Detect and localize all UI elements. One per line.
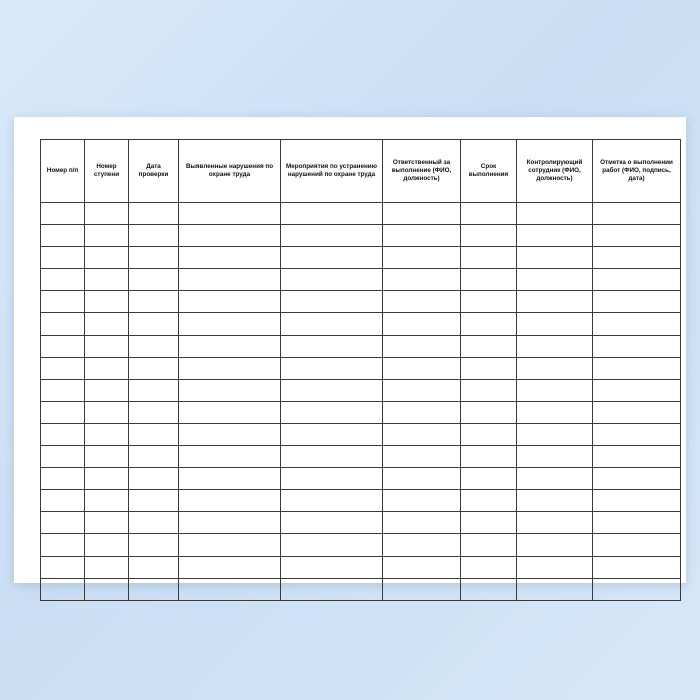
table-row: [41, 291, 681, 313]
column-header-measures: Мероприятия по устранению нарушений по охране труда: [281, 140, 383, 203]
table-cell[interactable]: [517, 291, 593, 313]
table-cell[interactable]: [41, 490, 85, 512]
table-cell[interactable]: [281, 335, 383, 357]
table-cell[interactable]: [281, 468, 383, 490]
table-cell[interactable]: [41, 423, 85, 445]
table-cell[interactable]: [517, 379, 593, 401]
table-cell[interactable]: [593, 357, 681, 379]
column-header-completion-mark: Отметка о выполнении работ (ФИО, подпись, дата): [593, 140, 681, 203]
table-cell[interactable]: [41, 335, 85, 357]
table-cell[interactable]: [179, 269, 281, 291]
table-cell[interactable]: [179, 512, 281, 534]
table-cell[interactable]: [179, 335, 281, 357]
table-cell[interactable]: [85, 225, 129, 247]
table-cell[interactable]: [517, 401, 593, 423]
table-cell[interactable]: [593, 269, 681, 291]
table-row: [41, 578, 681, 600]
table-cell[interactable]: [129, 446, 179, 468]
table-cell[interactable]: [517, 225, 593, 247]
table-cell[interactable]: [41, 556, 85, 578]
table-cell[interactable]: [461, 203, 517, 225]
table-cell[interactable]: [517, 335, 593, 357]
table-cell[interactable]: [517, 357, 593, 379]
table-cell[interactable]: [281, 490, 383, 512]
table-cell[interactable]: [593, 379, 681, 401]
table-row: [41, 423, 681, 445]
table-cell[interactable]: [383, 578, 461, 600]
table-cell[interactable]: [461, 225, 517, 247]
table-cell[interactable]: [281, 512, 383, 534]
column-header-controller: Контролирующий сотрудник (ФИО, должность): [517, 140, 593, 203]
table-cell[interactable]: [517, 512, 593, 534]
table-cell[interactable]: [383, 269, 461, 291]
table-cell[interactable]: [517, 578, 593, 600]
table-cell[interactable]: [129, 401, 179, 423]
table-header-row: [41, 140, 681, 203]
table-cell[interactable]: [85, 534, 129, 556]
table-cell[interactable]: [179, 291, 281, 313]
table-cell[interactable]: [593, 225, 681, 247]
table-cell[interactable]: [461, 578, 517, 600]
table-cell[interactable]: [461, 556, 517, 578]
table-cell[interactable]: [129, 534, 179, 556]
table-cell[interactable]: [517, 490, 593, 512]
table-cell[interactable]: [85, 247, 129, 269]
table-cell[interactable]: [179, 379, 281, 401]
table-cell[interactable]: [129, 379, 179, 401]
table-cell[interactable]: [461, 490, 517, 512]
table-cell[interactable]: [41, 446, 85, 468]
table-cell[interactable]: [461, 357, 517, 379]
column-header-violations: Выявленные нарушения по охране труда: [179, 140, 281, 203]
table-cell[interactable]: [41, 534, 85, 556]
table-cell[interactable]: [517, 313, 593, 335]
table-cell[interactable]: [41, 512, 85, 534]
table-cell[interactable]: [461, 291, 517, 313]
table-cell[interactable]: [593, 291, 681, 313]
table-cell[interactable]: [85, 401, 129, 423]
table-cell[interactable]: [85, 556, 129, 578]
table-cell[interactable]: [517, 247, 593, 269]
table-row: [41, 379, 681, 401]
table-cell[interactable]: [179, 446, 281, 468]
table-row: [41, 203, 681, 225]
table-cell[interactable]: [593, 468, 681, 490]
column-header-number: Номер п/п: [41, 140, 85, 203]
table-row: [41, 269, 681, 291]
table-cell[interactable]: [41, 468, 85, 490]
table-cell[interactable]: [179, 490, 281, 512]
table-cell[interactable]: [129, 556, 179, 578]
table-row: [41, 247, 681, 269]
table-cell[interactable]: [41, 291, 85, 313]
table-cell[interactable]: [383, 446, 461, 468]
table-cell[interactable]: [461, 468, 517, 490]
table-cell[interactable]: [593, 203, 681, 225]
table-cell[interactable]: [281, 247, 383, 269]
table-cell[interactable]: [85, 313, 129, 335]
table-cell[interactable]: [129, 512, 179, 534]
table-cell[interactable]: [41, 225, 85, 247]
table-cell[interactable]: [281, 357, 383, 379]
table-cell[interactable]: [593, 512, 681, 534]
table-cell[interactable]: [41, 379, 85, 401]
table-cell[interactable]: [461, 401, 517, 423]
table-cell[interactable]: [179, 468, 281, 490]
table-cell[interactable]: [129, 335, 179, 357]
table-row: [41, 335, 681, 357]
table-cell[interactable]: [461, 379, 517, 401]
table-cell[interactable]: [517, 423, 593, 445]
table-cell[interactable]: [129, 269, 179, 291]
table-cell[interactable]: [41, 401, 85, 423]
table-cell[interactable]: [383, 357, 461, 379]
table-cell[interactable]: [179, 203, 281, 225]
table-cell[interactable]: [281, 401, 383, 423]
table-cell[interactable]: [179, 423, 281, 445]
table-cell[interactable]: [129, 313, 179, 335]
table-cell[interactable]: [281, 534, 383, 556]
table-cell[interactable]: [85, 468, 129, 490]
table-cell[interactable]: [517, 468, 593, 490]
table-cell[interactable]: [383, 379, 461, 401]
table-body: [41, 203, 681, 601]
table-cell[interactable]: [85, 203, 129, 225]
table-row: [41, 225, 681, 247]
table-cell[interactable]: [383, 423, 461, 445]
table-cell[interactable]: [129, 225, 179, 247]
table-cell[interactable]: [281, 225, 383, 247]
table-row: [41, 556, 681, 578]
table-cell[interactable]: [179, 225, 281, 247]
table-cell[interactable]: [129, 578, 179, 600]
table-cell[interactable]: [129, 468, 179, 490]
table-cell[interactable]: [593, 247, 681, 269]
table-cell[interactable]: [85, 512, 129, 534]
table-cell[interactable]: [85, 357, 129, 379]
table-cell[interactable]: [593, 446, 681, 468]
table-cell[interactable]: [517, 534, 593, 556]
table-cell[interactable]: [593, 490, 681, 512]
table-cell[interactable]: [593, 556, 681, 578]
table-cell[interactable]: [461, 534, 517, 556]
table-cell[interactable]: [85, 291, 129, 313]
table-cell[interactable]: [129, 291, 179, 313]
table-cell[interactable]: [281, 423, 383, 445]
table-cell[interactable]: [281, 556, 383, 578]
table-cell[interactable]: [593, 313, 681, 335]
table-cell[interactable]: [85, 423, 129, 445]
table-cell[interactable]: [281, 446, 383, 468]
table-cell[interactable]: [383, 468, 461, 490]
table-cell[interactable]: [85, 490, 129, 512]
table-cell[interactable]: [41, 357, 85, 379]
table-cell[interactable]: [281, 313, 383, 335]
table-cell[interactable]: [383, 534, 461, 556]
table-cell[interactable]: [593, 423, 681, 445]
table-cell[interactable]: [383, 247, 461, 269]
table-cell[interactable]: [85, 578, 129, 600]
table-row: [41, 357, 681, 379]
table-cell[interactable]: [593, 401, 681, 423]
table-cell[interactable]: [129, 490, 179, 512]
table-cell[interactable]: [383, 401, 461, 423]
table-cell[interactable]: [461, 512, 517, 534]
safety-inspection-journal-table: [40, 139, 681, 601]
table-cell[interactable]: [383, 512, 461, 534]
table-cell[interactable]: [179, 247, 281, 269]
table-cell[interactable]: [461, 247, 517, 269]
table-cell[interactable]: [383, 335, 461, 357]
table-cell[interactable]: [41, 247, 85, 269]
table-row: [41, 313, 681, 335]
table-cell[interactable]: [41, 203, 85, 225]
table-cell[interactable]: [383, 225, 461, 247]
table-cell[interactable]: [461, 269, 517, 291]
table-cell[interactable]: [129, 247, 179, 269]
table-row: [41, 534, 681, 556]
table-cell[interactable]: [281, 203, 383, 225]
table-row: [41, 490, 681, 512]
table-cell[interactable]: [129, 357, 179, 379]
table-cell[interactable]: [281, 379, 383, 401]
table-cell[interactable]: [383, 313, 461, 335]
table-container: [40, 139, 673, 561]
column-header-deadline: Срок выполнения: [461, 140, 517, 203]
table-cell[interactable]: [383, 291, 461, 313]
column-header-check-date: Дата проверки: [129, 140, 179, 203]
table-cell[interactable]: [593, 335, 681, 357]
table-row: [41, 401, 681, 423]
table-row: [41, 446, 681, 468]
paper-sheet: [14, 117, 686, 583]
table-cell[interactable]: [179, 313, 281, 335]
table-header: [41, 140, 681, 203]
table-cell[interactable]: [41, 313, 85, 335]
table-cell[interactable]: [281, 291, 383, 313]
column-header-step: Номер ступени: [85, 140, 129, 203]
column-header-responsible: Ответственный за выполнение (ФИО, должность): [383, 140, 461, 203]
table-cell[interactable]: [593, 578, 681, 600]
table-cell[interactable]: [593, 534, 681, 556]
table-cell[interactable]: [85, 446, 129, 468]
table-cell[interactable]: [179, 401, 281, 423]
table-cell[interactable]: [517, 556, 593, 578]
table-cell[interactable]: [281, 578, 383, 600]
table-cell[interactable]: [461, 423, 517, 445]
table-cell[interactable]: [179, 556, 281, 578]
table-cell[interactable]: [517, 446, 593, 468]
table-cell[interactable]: [179, 357, 281, 379]
table-cell[interactable]: [461, 313, 517, 335]
table-cell[interactable]: [85, 269, 129, 291]
table-row: [41, 512, 681, 534]
table-cell[interactable]: [281, 269, 383, 291]
table-cell[interactable]: [383, 556, 461, 578]
table-row: [41, 468, 681, 490]
table-cell[interactable]: [517, 269, 593, 291]
table-cell[interactable]: [383, 203, 461, 225]
table-cell[interactable]: [461, 335, 517, 357]
table-cell[interactable]: [179, 578, 281, 600]
table-cell[interactable]: [85, 335, 129, 357]
table-cell[interactable]: [517, 203, 593, 225]
table-cell[interactable]: [41, 269, 85, 291]
table-cell[interactable]: [85, 379, 129, 401]
table-cell[interactable]: [383, 490, 461, 512]
table-cell[interactable]: [179, 534, 281, 556]
table-cell[interactable]: [129, 423, 179, 445]
table-cell[interactable]: [461, 446, 517, 468]
table-cell[interactable]: [129, 203, 179, 225]
table-cell[interactable]: [41, 578, 85, 600]
